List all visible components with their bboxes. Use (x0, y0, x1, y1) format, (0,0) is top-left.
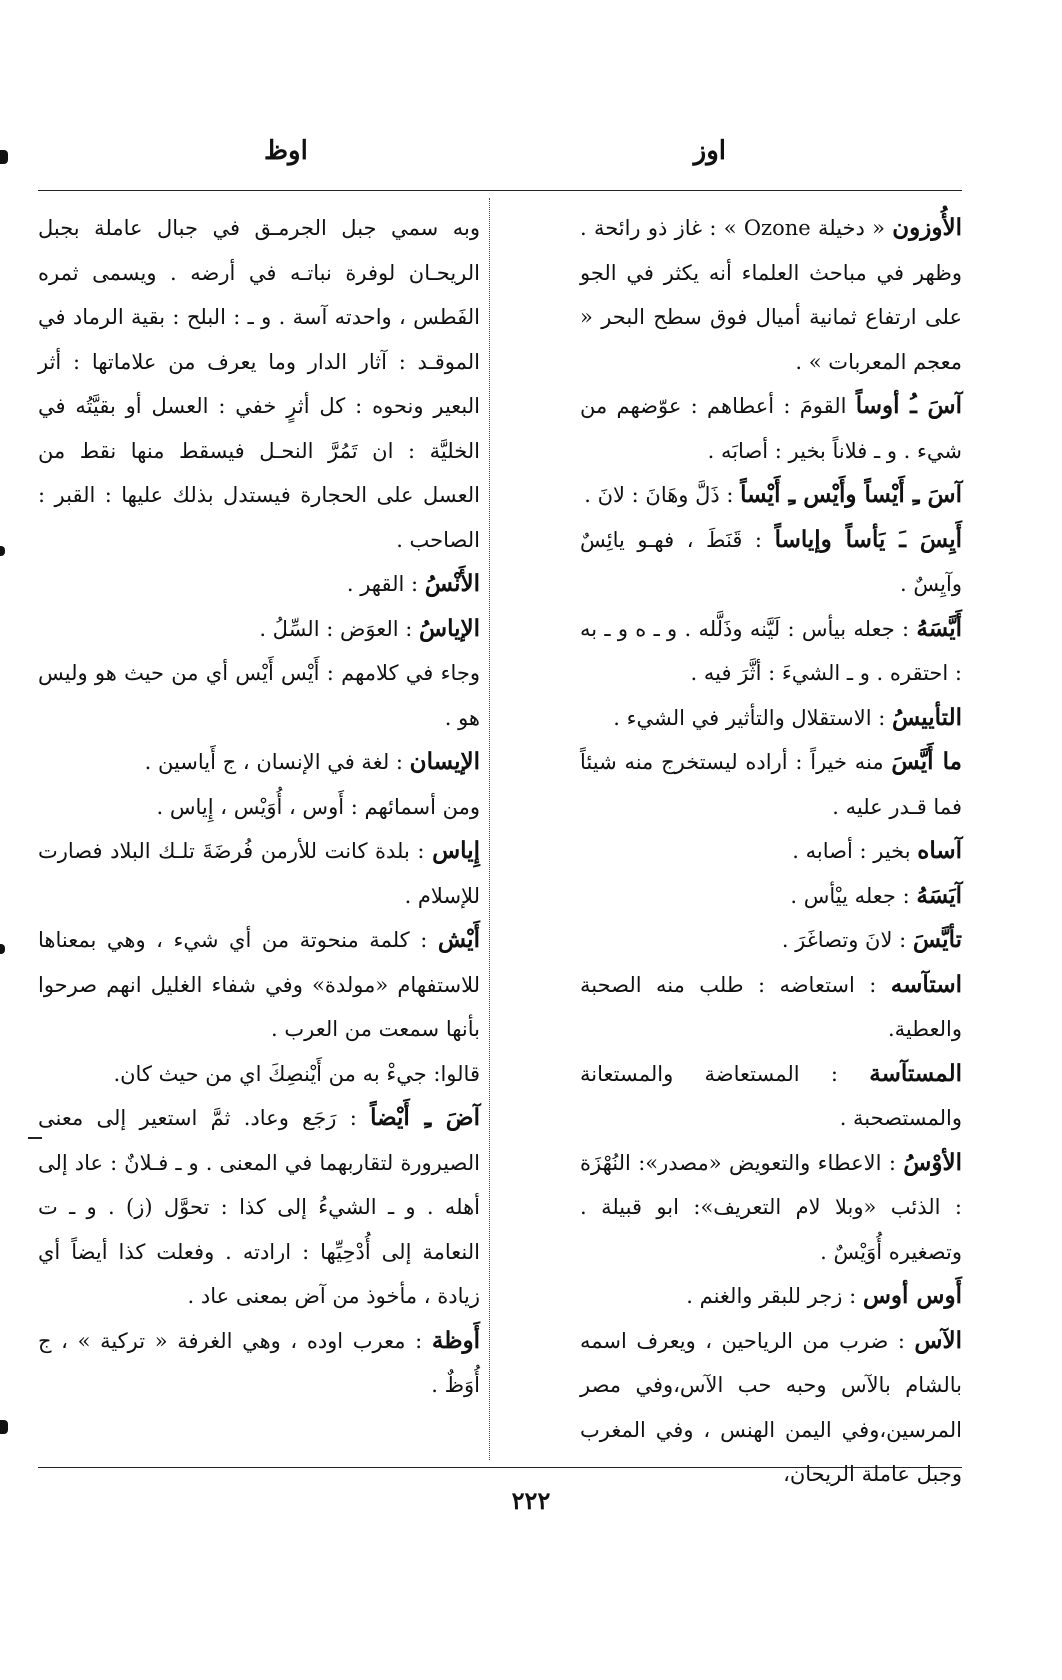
definition: : لغة في الإنسان ، ج أَياسين . (144, 750, 403, 774)
headword: آضَ ـِ أَيْضاً (370, 1104, 480, 1131)
bottom-rule (38, 1467, 962, 1468)
headword: الإيسان (409, 748, 480, 775)
definition: قالوا: جيءْ به من أَيْنصِكَ اي من حيث كان. (113, 1061, 480, 1086)
definition: : الاعطاء والتعويض «مصدر»: النُهْزَة : الذئب «وبلا لام التعريف»: ابو قبيلة . وتصغيره أُوَيْسٌ . (580, 1150, 962, 1264)
entry (580, 963, 962, 1052)
definition: : ضرب من الرياحين ، ويعرف اسمه بالشام بالآس وحبه حب الآس،وفي مصر المرسين،وفي اليمن الهنس ، وفي المغرب وجبل عاملة الريحان، (580, 1328, 962, 1486)
entry (580, 740, 962, 829)
column-divider (489, 198, 490, 1460)
scan-edge-mark (0, 546, 5, 556)
definition: : جعله ييْأس . (790, 883, 910, 908)
margin-tick (28, 1137, 42, 1139)
definition: : زجر للبقر والغنم . (686, 1284, 857, 1308)
headword: آسَ ـِ أَيْساً وأَيْس ـِ أَيْساً (740, 481, 962, 508)
definition: القومَ : أعطاهم : عوّضهم من شيء . و ـ فلاناً بخير : أصابَه . (580, 394, 962, 463)
headword: آيَسَهُ (916, 881, 962, 909)
entry (38, 829, 480, 918)
headword: ما أَيَّسَ (891, 748, 962, 775)
definition: : جعله بيأس : لَيَّنه وذَلَّله . و ـ ه و ـ به : احتقره . و ـ الشيءَ : أثَّرَ فيه . (580, 616, 962, 685)
entry (580, 473, 962, 518)
headword: أَيْش (437, 926, 480, 953)
headword: الآس (914, 1326, 962, 1354)
headword: أَوس أوس (862, 1282, 962, 1309)
definition: : استعاضه : طلب منه الصحبة والعطية. (580, 972, 962, 1041)
entry (580, 874, 962, 919)
headword: التأييسُ (891, 703, 962, 731)
left-column (38, 206, 480, 1408)
definition: بخير : أصابه . (792, 839, 911, 863)
page-number: ٢٢٢ (511, 1486, 551, 1515)
entry (38, 918, 480, 1052)
headword: تأيَّسَ (912, 926, 962, 953)
entry (38, 1052, 480, 1097)
entry (580, 518, 962, 607)
definition: وجاء في كلامهم : أَيْس أَيْس أي من حيث هو وليس هو . (38, 661, 480, 730)
entry (38, 562, 480, 607)
entry (580, 206, 962, 384)
headword: أَيَّسَهُ (916, 614, 962, 642)
definition: : لانَ وتصاغَرَ . (781, 928, 907, 952)
definition: : بلدة كانت للأرمن فُرضَةَ تلـك البلاد فصارت للإسلام . (38, 839, 480, 908)
headword: الإياسُ (419, 614, 480, 642)
entry (38, 1096, 480, 1319)
headword: إِياس (432, 837, 480, 864)
entry (38, 607, 480, 652)
entry (38, 740, 480, 785)
entry (580, 829, 962, 874)
right-column (580, 206, 962, 1497)
headword: آساه (917, 837, 962, 864)
definition: : معرب اوده ، وهي الغرفة « تركية » ، ج أُوَظٌ . (38, 1328, 480, 1397)
headword: استآسه (890, 970, 962, 998)
headword: الأَنْسُ (424, 570, 480, 597)
entry (580, 1141, 962, 1275)
header-left-root: اوظ (264, 136, 308, 166)
entry (38, 785, 480, 830)
entry (580, 384, 962, 473)
scan-edge-mark (0, 944, 5, 954)
entry (38, 1319, 480, 1408)
definition: : العوَض : السِّلُ . (259, 616, 413, 641)
definition: : المستعاضة والمستعانة والمستصحبة . (580, 1061, 962, 1130)
definition: : الاستقلال والتأثير في الشيء . (613, 705, 886, 730)
definition: : قَنَطَ ، فهـو يائِسٌ وآيِسٌ . (580, 527, 962, 596)
entry (580, 918, 962, 963)
definition: « دخيلة Ozone » : غاز ذو رائحة . وظهر في مباحث العلماء أنه يكثر في الجو على ارتفاع ثمانية أميال فوق سطح البحر « معجم المعربات » . (580, 216, 962, 374)
header-right-root: اوز (693, 136, 726, 166)
entry (580, 1319, 962, 1497)
entry (580, 1274, 962, 1319)
entry (580, 1052, 962, 1141)
headword: آسَ ـُ أوساً (855, 392, 962, 419)
entry (38, 206, 480, 562)
headword: المستآسة (869, 1059, 962, 1087)
top-rule (38, 190, 962, 191)
definition: : رَجَع وعاد. ثمَّ استعير إلى معنى الصيرورة لتقاربهما في المعنى . و ـ فـلانٌ : عاد إلى أهله . و ـ الشيءُ إلى كذا : تحوَّل (ز) . و ـ ت النعامة إلى أُدْحِيِّها : ارادته . وفعلت كذا أيضاً أي زيادة ، مأخوذ من آض بمعنى عاد . (38, 1106, 480, 1308)
headword: أَوظة (431, 1326, 480, 1354)
headword: الأوْسُ (903, 1148, 962, 1176)
definition: وبه سمي جبل الجرمـق في جبال عاملة بجبل الريحـان لوفرة نباتـه في أرضه . ويسمى ثمره الفَطس ، واحدته آسة . و ـ : البلح : بقية الرماد في الموقـد : آثار الدار وما يعرف من علاماتها : أثر البعير ونحوه : كل أثرٍ خفي : العسل أو بقيَّتُه في الخليَّة : ان تَمُرَّ النحـل فيسقط منها نقط من العسل على الحجارة فيستدل بذلك عليها : القبر : الصاحب . (38, 216, 480, 552)
scan-edge-mark (0, 1420, 8, 1434)
definition: : القهر . (346, 572, 419, 596)
definition: : ذَلَّ وهَانَ : لانَ . (584, 483, 734, 507)
scan-edge-mark (0, 150, 8, 164)
definition: منه خيراً : أراده ليستخرج منه شيئاً فما قـدر عليه . (580, 750, 962, 819)
entry (38, 651, 480, 740)
headword: الأُوزون (892, 214, 962, 241)
definition: : كلمة منحوتة من أي شيء ، وهي بمعناها للاستفهام «مولدة» وفي شفاء الغليل انهم صرحوا بأنها سمعت من العرب . (38, 928, 480, 1041)
definition: ومن أسمائهم : أَوس ، أُوَيْس ، إِياس . (156, 794, 480, 819)
entry (580, 607, 962, 696)
headword: أَيِسَ ـَ يَأساً وإياساً (774, 525, 962, 553)
entry (580, 696, 962, 741)
